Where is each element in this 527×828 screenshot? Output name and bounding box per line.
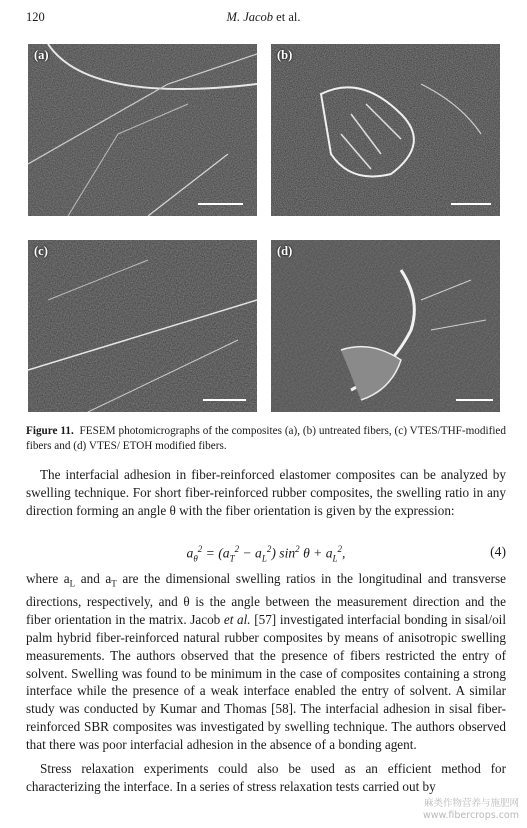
p2-start: where a bbox=[26, 571, 70, 586]
p2-sub-l: L bbox=[69, 578, 76, 589]
p2-rest2: [57] investigated interfacial bonding in sisal/oil palm hybrid fiber-reinforced natural rubber composites by means of anisotropic swelling measurements. The authors observed that the presence of fibers restricted the entry of solvent. Swelling was found to be minimum in the case of composites containing a strong interface while the presence of a weak interface enabled the entry of solvent. A similar study was conducted by Kumar and Thomas [58]. The interfacial adhesion in sisal fiber-reinforced SBR composites was investigated by swelling technique. The authors observed that there was poor interfacial adhesion in the absence of a bonding agent. bbox=[26, 612, 506, 752]
equation-formula: $a_\theta^2 = (a_T^2 - a_L^2)$ $\sin^2 \theta + a_L^2$, bbox=[186, 544, 346, 564]
watermark-line2: www.fibercrops.com bbox=[422, 810, 519, 821]
panel-label-a: (a) bbox=[34, 48, 49, 62]
paragraph-swelling-details bbox=[26, 570, 506, 754]
p2-sub-t: T bbox=[111, 578, 117, 589]
equation-4 bbox=[26, 544, 506, 566]
micrograph-c bbox=[28, 240, 257, 412]
running-title bbox=[26, 10, 501, 25]
watermark-line1: 麻类作物营养与施肥网 bbox=[423, 798, 519, 809]
caption-label: Figure 11. bbox=[26, 425, 74, 437]
micrograph-b bbox=[271, 44, 500, 216]
p2-mid: and a bbox=[75, 571, 112, 586]
figure-caption bbox=[26, 424, 506, 454]
running-header bbox=[26, 10, 501, 28]
page-number: 120 bbox=[26, 10, 45, 24]
micrograph-d bbox=[271, 240, 500, 412]
running-author-suffix: et al. bbox=[273, 10, 301, 24]
caption-text: FESEM photomicrographs of the composites (a), (b) untreated fibers, (c) VTES/THF-modified fibers and (d) VTES/ ETOH modified fibers. bbox=[26, 425, 506, 452]
p2-etal: et al. bbox=[223, 612, 251, 628]
paragraph-swelling-intro: The interfacial adhesion in fiber-reinforced elastomer composites can be analyzed by swelling technique. For short fiber-reinforced rubber composites, the swelling ratio in any direction forming an angle θ with the fiber orientation is given by the expression: bbox=[26, 467, 506, 518]
p2-rest1: are the dimensional swelling ratios in the longitudinal and transverse directions, respectively, and θ is the angle between the measurement direction and the fiber orientation in the matrix. Jacob bbox=[26, 571, 506, 628]
paragraph-stress-relaxation: Stress relaxation experiments could also be used as an efficient method for characterizing the interface. In a series of stress relaxation tests carried out by bbox=[26, 761, 506, 794]
site-watermark bbox=[423, 798, 519, 822]
panel-label-c: (c) bbox=[34, 244, 48, 258]
running-author: M. Jacob bbox=[226, 10, 274, 24]
micrograph-a bbox=[28, 44, 257, 216]
panel-label-d: (d) bbox=[277, 244, 293, 258]
panel-label-b: (b) bbox=[277, 48, 293, 62]
equation-number: (4) bbox=[490, 544, 506, 559]
